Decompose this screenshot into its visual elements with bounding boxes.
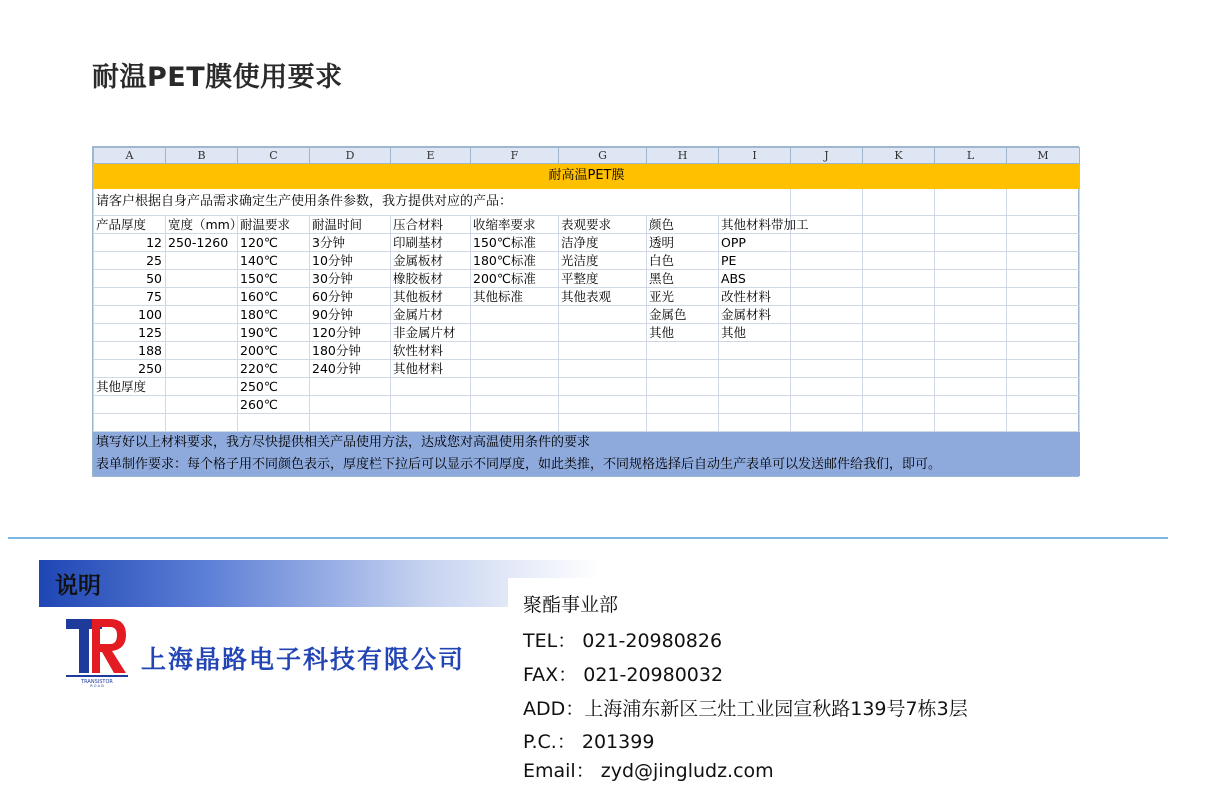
svg-text:TRANSISTOR: TRANSISTOR xyxy=(81,679,113,685)
table-cell[interactable]: 180℃标准 xyxy=(471,252,559,270)
empty-cell[interactable] xyxy=(863,324,935,342)
divider-line xyxy=(8,537,1168,539)
empty-cell[interactable] xyxy=(791,189,863,216)
empty-cell[interactable] xyxy=(1007,324,1080,342)
table-cell[interactable] xyxy=(719,396,791,414)
table-cell[interactable]: 软性材料 xyxy=(391,342,471,360)
table-cell[interactable]: 90分钟 xyxy=(310,306,391,324)
table-cell[interactable]: 150℃ xyxy=(238,270,310,288)
empty-cell[interactable] xyxy=(1007,396,1080,414)
empty-cell[interactable] xyxy=(935,234,1007,252)
contact-block xyxy=(508,578,1028,788)
empty-cell[interactable] xyxy=(1007,378,1080,396)
table-cell[interactable]: 其他表观 xyxy=(559,288,647,306)
table-cell[interactable] xyxy=(166,360,238,378)
empty-cell[interactable] xyxy=(791,342,863,360)
table-cell[interactable] xyxy=(647,360,719,378)
contact-postcode: P.C.： 201399 xyxy=(523,731,655,753)
empty-cell[interactable] xyxy=(935,252,1007,270)
table-cell[interactable] xyxy=(647,378,719,396)
table-row xyxy=(94,342,1080,360)
empty-cell[interactable] xyxy=(935,189,1007,216)
table-cell[interactable] xyxy=(471,360,559,378)
empty-cell[interactable] xyxy=(791,234,863,252)
table-cell[interactable]: 188 xyxy=(94,342,166,360)
table-cell[interactable]: 3分钟 xyxy=(310,234,391,252)
table-cell[interactable]: 金属色 xyxy=(647,306,719,324)
intro-row xyxy=(94,189,1080,216)
column-header[interactable]: I xyxy=(719,148,791,164)
empty-cell[interactable] xyxy=(935,378,1007,396)
column-header-row xyxy=(94,148,1080,164)
table-cell[interactable]: 平整度 xyxy=(559,270,647,288)
empty-cell[interactable] xyxy=(935,216,1007,234)
table-cell[interactable]: 125 xyxy=(94,324,166,342)
section-label: 说明 xyxy=(55,573,101,599)
empty-cell[interactable] xyxy=(863,360,935,378)
field-header-cell[interactable]: 压合材料 xyxy=(391,216,471,234)
table-cell[interactable] xyxy=(719,378,791,396)
field-header-cell[interactable]: 其他材料带加工 xyxy=(719,216,791,234)
table-cell[interactable]: 250℃ xyxy=(238,378,310,396)
column-header[interactable]: C xyxy=(238,148,310,164)
table-row xyxy=(94,360,1080,378)
table-row xyxy=(94,270,1080,288)
table-cell[interactable] xyxy=(166,252,238,270)
table-cell[interactable] xyxy=(471,306,559,324)
empty-cell[interactable] xyxy=(935,414,1007,432)
table-cell[interactable] xyxy=(166,324,238,342)
table-cell[interactable] xyxy=(471,324,559,342)
column-header[interactable]: K xyxy=(863,148,935,164)
company-logo xyxy=(66,617,128,687)
column-header[interactable]: E xyxy=(391,148,471,164)
table-cell[interactable] xyxy=(94,396,166,414)
banner-row xyxy=(94,164,1080,189)
empty-cell[interactable] xyxy=(1007,234,1080,252)
column-header[interactable]: H xyxy=(647,148,719,164)
empty-cell[interactable] xyxy=(863,270,935,288)
empty-cell[interactable] xyxy=(791,378,863,396)
page-title: 耐温PET膜使用要求 xyxy=(92,62,343,93)
table-cell[interactable]: 30分钟 xyxy=(310,270,391,288)
empty-cell[interactable] xyxy=(1007,270,1080,288)
table-cell[interactable]: 240分钟 xyxy=(310,360,391,378)
contact-email: Email： zyd@jingludz.com xyxy=(523,760,774,782)
table-cell[interactable] xyxy=(391,378,471,396)
empty-cell[interactable] xyxy=(471,414,559,432)
empty-cell[interactable] xyxy=(1007,360,1080,378)
contact-fax: FAX： 021-20980032 xyxy=(523,664,724,686)
table-cell[interactable]: 160℃ xyxy=(238,288,310,306)
table-cell[interactable] xyxy=(559,360,647,378)
empty-cell[interactable] xyxy=(791,288,863,306)
company-name: 上海晶路电子科技有限公司 xyxy=(141,645,466,674)
table-cell[interactable]: 180℃ xyxy=(238,306,310,324)
empty-cell[interactable] xyxy=(1007,342,1080,360)
empty-cell[interactable] xyxy=(935,270,1007,288)
table-cell[interactable] xyxy=(166,342,238,360)
empty-cell[interactable] xyxy=(863,288,935,306)
table-cell[interactable]: 非金属片材 xyxy=(391,324,471,342)
empty-cell[interactable] xyxy=(94,414,166,432)
table-cell[interactable]: ABS xyxy=(719,270,791,288)
table-cell[interactable]: 其他材料 xyxy=(391,360,471,378)
column-header[interactable]: J xyxy=(791,148,863,164)
table-cell[interactable]: 60分钟 xyxy=(310,288,391,306)
field-header-cell[interactable]: 颜色 xyxy=(647,216,719,234)
table-cell[interactable]: 橡胶板材 xyxy=(391,270,471,288)
table-cell[interactable] xyxy=(166,306,238,324)
table-cell[interactable]: 12 xyxy=(94,234,166,252)
footer-row xyxy=(94,454,1080,476)
table-cell[interactable]: 白色 xyxy=(647,252,719,270)
empty-cell[interactable] xyxy=(935,306,1007,324)
table-cell[interactable]: 光洁度 xyxy=(559,252,647,270)
empty-cell[interactable] xyxy=(935,324,1007,342)
table-cell[interactable]: 其他厚度 xyxy=(94,378,166,396)
table-cell[interactable]: 洁净度 xyxy=(559,234,647,252)
column-header[interactable]: D xyxy=(310,148,391,164)
column-header[interactable]: F xyxy=(471,148,559,164)
table-cell[interactable]: 190℃ xyxy=(238,324,310,342)
empty-cell[interactable] xyxy=(935,288,1007,306)
table-cell[interactable]: 120℃ xyxy=(238,234,310,252)
table-cell[interactable]: 印刷基材 xyxy=(391,234,471,252)
svg-text:R O A D: R O A D xyxy=(90,684,104,687)
table-row xyxy=(94,306,1080,324)
empty-cell[interactable] xyxy=(791,396,863,414)
table-cell[interactable]: 其他 xyxy=(647,324,719,342)
table-cell[interactable]: 220℃ xyxy=(238,360,310,378)
table-cell[interactable]: 200℃ xyxy=(238,342,310,360)
table-cell[interactable]: 75 xyxy=(94,288,166,306)
table-row xyxy=(94,324,1080,342)
empty-cell[interactable] xyxy=(559,414,647,432)
table-cell[interactable]: 其他板材 xyxy=(391,288,471,306)
table-cell[interactable]: 金属片材 xyxy=(391,306,471,324)
table-cell[interactable]: 25 xyxy=(94,252,166,270)
intro-text[interactable]: 请客户根据自身产品需求确定生产使用条件参数，我方提供对应的产品： xyxy=(94,189,791,216)
table-cell[interactable] xyxy=(719,360,791,378)
table-cell[interactable] xyxy=(559,324,647,342)
empty-cell[interactable] xyxy=(1007,306,1080,324)
empty-cell[interactable] xyxy=(791,324,863,342)
empty-cell[interactable] xyxy=(863,396,935,414)
empty-cell[interactable] xyxy=(935,360,1007,378)
table-row xyxy=(94,234,1080,252)
empty-cell[interactable] xyxy=(863,252,935,270)
contact-tel: TEL： 021-20980826 xyxy=(523,630,723,652)
column-header[interactable]: L xyxy=(935,148,1007,164)
empty-cell[interactable] xyxy=(1007,252,1080,270)
table-cell[interactable]: 透明 xyxy=(647,234,719,252)
empty-cell[interactable] xyxy=(791,414,863,432)
field-header-cell[interactable]: 产品厚度 xyxy=(94,216,166,234)
field-header-cell[interactable]: 宽度（mm） xyxy=(166,216,238,234)
empty-cell[interactable] xyxy=(1007,414,1080,432)
table-cell[interactable]: 140℃ xyxy=(238,252,310,270)
column-header[interactable]: G xyxy=(559,148,647,164)
table-cell[interactable]: 260℃ xyxy=(238,396,310,414)
table-row xyxy=(94,252,1080,270)
column-header[interactable]: B xyxy=(166,148,238,164)
empty-cell[interactable] xyxy=(935,396,1007,414)
table-cell[interactable] xyxy=(166,270,238,288)
table-cell[interactable] xyxy=(647,342,719,360)
table-cell[interactable]: 金属板材 xyxy=(391,252,471,270)
empty-cell[interactable] xyxy=(863,414,935,432)
empty-cell[interactable] xyxy=(863,342,935,360)
empty-cell[interactable] xyxy=(791,306,863,324)
table-cell[interactable] xyxy=(559,342,647,360)
field-header-cell[interactable]: 收缩率要求 xyxy=(471,216,559,234)
table-cell[interactable]: 180分钟 xyxy=(310,342,391,360)
blank-row xyxy=(94,414,1080,432)
empty-cell[interactable] xyxy=(310,414,391,432)
empty-cell[interactable] xyxy=(791,360,863,378)
field-header-cell[interactable]: 表观要求 xyxy=(559,216,647,234)
empty-cell[interactable] xyxy=(1007,216,1080,234)
table-cell[interactable]: 250 xyxy=(94,360,166,378)
table-cell[interactable]: 黑色 xyxy=(647,270,719,288)
table-cell[interactable]: 10分钟 xyxy=(310,252,391,270)
table-row xyxy=(94,378,1080,396)
table-cell[interactable]: OPP xyxy=(719,234,791,252)
table-cell[interactable]: 250-1260 xyxy=(166,234,238,252)
empty-cell[interactable] xyxy=(863,234,935,252)
empty-cell[interactable] xyxy=(1007,189,1080,216)
empty-cell[interactable] xyxy=(791,252,863,270)
table-cell[interactable] xyxy=(166,288,238,306)
table-cell[interactable]: 100 xyxy=(94,306,166,324)
spreadsheet-grid xyxy=(93,147,1080,476)
table-cell[interactable] xyxy=(647,396,719,414)
empty-cell[interactable] xyxy=(238,414,310,432)
empty-cell[interactable] xyxy=(166,414,238,432)
table-cell[interactable]: 其他标准 xyxy=(471,288,559,306)
banner-title[interactable]: 耐高温PET膜 xyxy=(94,164,1080,189)
table-cell[interactable]: 120分钟 xyxy=(310,324,391,342)
table-cell[interactable]: 150℃标准 xyxy=(471,234,559,252)
footer-note[interactable]: 填写好以上材料要求，我方尽快提供相关产品使用方法，达成您对高温使用条件的要求 xyxy=(94,432,1080,454)
table-cell[interactable] xyxy=(559,396,647,414)
column-header[interactable]: A xyxy=(94,148,166,164)
field-header-cell[interactable]: 耐温要求 xyxy=(238,216,310,234)
table-row xyxy=(94,288,1080,306)
spreadsheet xyxy=(92,146,1079,477)
table-cell[interactable]: 改性材料 xyxy=(719,288,791,306)
table-cell[interactable]: 50 xyxy=(94,270,166,288)
table-cell[interactable] xyxy=(559,306,647,324)
field-header-row xyxy=(94,216,1080,234)
table-cell[interactable] xyxy=(310,396,391,414)
empty-cell[interactable] xyxy=(863,189,935,216)
empty-cell[interactable] xyxy=(391,414,471,432)
table-row xyxy=(94,396,1080,414)
table-cell[interactable] xyxy=(471,378,559,396)
table-cell[interactable] xyxy=(391,396,471,414)
empty-cell[interactable] xyxy=(719,414,791,432)
footer-note[interactable]: 表单制作要求：每个格子用不同颜色表示，厚度栏下拉后可以显示不同厚度，如此类推，不同规格选择后自动生产表单可以发送邮件给我们，即可。 xyxy=(94,454,1080,476)
table-cell[interactable] xyxy=(471,396,559,414)
table-cell[interactable] xyxy=(559,378,647,396)
table-cell[interactable]: PE xyxy=(719,252,791,270)
table-cell[interactable] xyxy=(166,396,238,414)
empty-cell[interactable] xyxy=(647,414,719,432)
table-cell[interactable]: 金属材料 xyxy=(719,306,791,324)
empty-cell[interactable] xyxy=(863,306,935,324)
table-cell[interactable] xyxy=(310,378,391,396)
field-header-cell[interactable]: 耐温时间 xyxy=(310,216,391,234)
department-name: 聚酯事业部 xyxy=(523,594,619,616)
empty-cell[interactable] xyxy=(1007,288,1080,306)
column-header[interactable]: M xyxy=(1007,148,1080,164)
empty-cell[interactable] xyxy=(935,342,1007,360)
footer-row xyxy=(94,432,1080,454)
table-cell[interactable]: 200℃标准 xyxy=(471,270,559,288)
table-cell[interactable]: 亚光 xyxy=(647,288,719,306)
empty-cell[interactable] xyxy=(863,378,935,396)
table-cell[interactable] xyxy=(471,342,559,360)
table-cell[interactable] xyxy=(719,342,791,360)
table-cell[interactable]: 其他 xyxy=(719,324,791,342)
contact-address: ADD：上海浦东新区三灶工业园宣秋路139号7栋3层 xyxy=(523,698,968,720)
empty-cell[interactable] xyxy=(863,216,935,234)
empty-cell[interactable] xyxy=(791,270,863,288)
table-cell[interactable] xyxy=(166,378,238,396)
